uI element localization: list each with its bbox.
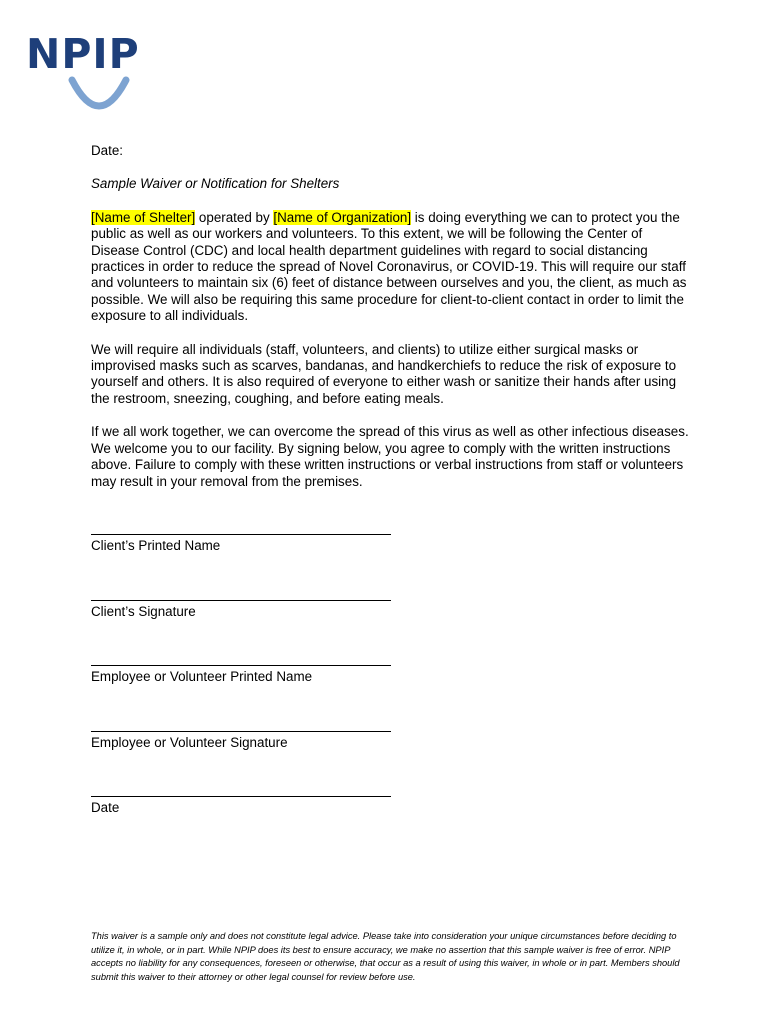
signature-line (91, 522, 391, 535)
document-title: Sample Waiver or Notification for Shelters (91, 176, 340, 192)
signature-line (91, 784, 391, 797)
npip-logo (26, 30, 156, 114)
disclaimer-footer: This waiver is a sample only and does not constitute legal advice. Please take into consideration your unique circumstances before deciding to utilize it, in whole, or in part. While NPIP does its best to ensure accuracy, we make no assertion that this sample waiver is free of error. NPIP accepts no liability for any consequences, foreseen or otherwise, that occur as a result of using this waiver, in whole or in part. Members should submit this waiver to their attorney or other legal counsel for review before use. (91, 931, 680, 982)
signature-block (91, 588, 411, 620)
placeholder-organization-name: [Name of Organization] (273, 209, 412, 225)
date-label: Date: (91, 143, 124, 158)
signature-block (91, 522, 411, 554)
signature-label: Client’s Printed Name (91, 538, 221, 553)
placeholder-shelter-name: [Name of Shelter] (91, 209, 196, 225)
signature-block (91, 653, 411, 685)
paragraph-1 (91, 210, 691, 325)
smile-arc-icon (68, 74, 130, 114)
paragraph-3: If we all work together, we can overcome the spread of this virus as well as other infectious diseases. We welcome you to our facility. By signing below, you agree to comply with the written instructions above. Failure to comply with these written instructions or verbal instructions from staff or volunteers may result in your removal from the premises. (91, 424, 689, 489)
signature-label: Client’s Signature (91, 604, 196, 619)
logo-wordmark: NPIP (26, 30, 140, 78)
signature-block (91, 719, 411, 751)
signature-label: Date (91, 800, 120, 815)
signature-block (91, 784, 411, 816)
document-body (91, 143, 691, 507)
paragraph-2: We will require all individuals (staff, volunteers, and clients) to utilize either surgical masks or improvised masks such as scarves, bandanas, and handkerchiefs to reduce the risk of exposure to yourself and others. It is also required of everyone to either wash or sanitize their hands after using the restroom, sneezing, coughing, and before eating meals. (91, 341, 677, 406)
operated-by-text: operated by (195, 209, 274, 225)
signature-line (91, 588, 391, 601)
paragraph-1-body: is doing everything we can to protect you the public as well as our workers and volunteers. To this extent, we will be following the Center of Disease Control (CDC) and local health department guidelines with regard to social distancing practices in order to reduce the spread of Novel Coronavirus, or COVID-19. This will require our staff and volunteers to maintain six (6) feet of distance between ourselves and you, the client, as much as possible. We will also be requiring this same procedure for client-to-client contact in order to limit the exposure to all individuals. (91, 209, 687, 324)
signature-label: Employee or Volunteer Printed Name (91, 669, 313, 684)
signature-line (91, 719, 391, 732)
signature-line (91, 653, 391, 666)
signature-label: Employee or Volunteer Signature (91, 735, 288, 750)
